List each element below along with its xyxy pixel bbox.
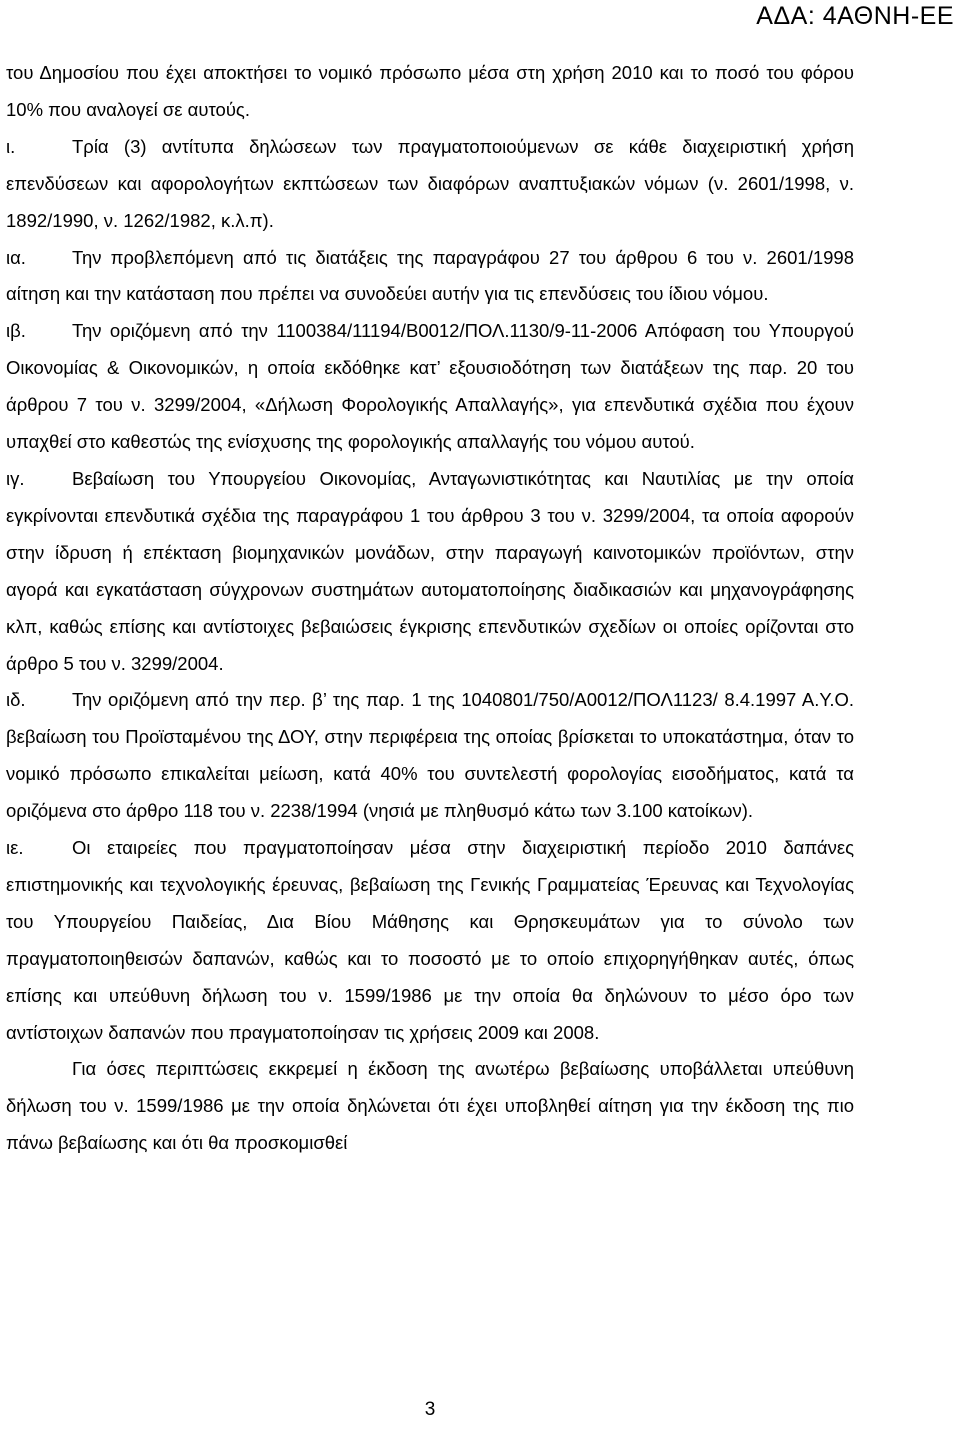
- list-item: [6, 461, 854, 682]
- item-text: Την οριζόμενη από την 1100384/11194/Β0012/ΠΟΛ.1130/9-11-2006 Απόφαση του Υπουργού Οικονομίας & Οικονομικών, η οποία εκδόθηκε κατ’ εξουσιοδότηση των διατάξεων της παρ. 20 του άρθρου 7 του ν. 3299/2004, «Δήλωση Φορολογικής Απαλλαγής», για επενδυτικά σχέδια που έχουν υπαχθεί στο καθεστώς της ενίσχυσης της φορολογικής απαλλαγής του νόμου αυτού.: [6, 320, 854, 453]
- list-item: [6, 240, 854, 314]
- item-number: ιδ.: [6, 689, 26, 711]
- item-text: Την οριζόμενη από την περ. β’ της παρ. 1 της 1040801/750/Α0012/ΠΟΛ1123/ 8.4.1997 Α.Υ.Ο. βεβαίωση του Προϊσταμένου της ΔΟΥ, στην περιφέρεια της οποίας βρίσκεται το υποκατάστημα, όταν το νομικό πρόσωπο επικαλείται μείωση, κατά 40% του συντελεστή φορολογίας εισοδήματος, κατά τα οριζόμενα στο άρθρο 118 του ν. 2238/1994 (νησιά με πληθυσμό κάτω των 3.100 κατοίκων).: [6, 689, 854, 822]
- item-text: Βεβαίωση του Υπουργείου Οικονομίας, Ανταγωνιστικότητας και Ναυτιλίας με την οποία εγκρίνονται επενδυτικά σχέδια της παραγράφου 1 του άρθρου 3 του ν. 3299/2004, τα οποία αφορούν στην ίδρυση ή επέκταση βιομηχανικών μονάδων, στην παραγωγή καινοτομικών προϊόντων, στην αγορά και εγκατάσταση σύγχρονων συστημάτων αυτοματοποίησης διαδικασιών και μηχανογράφησης κλπ, καθώς επίσης και αντίστοιχες βεβαιώσεις έγκρισης επενδυτικών σχεδίων οι οποίες ορίζονται στο άρθρο 5 του ν. 3299/2004.: [6, 467, 854, 674]
- item-number: ιβ.: [6, 320, 26, 342]
- list-item: [6, 129, 854, 240]
- list-item: [6, 830, 854, 1051]
- closing-paragraph: Για όσες περιπτώσεις εκκρεμεί η έκδοση της ανωτέρω βεβαίωσης υποβάλλεται υπεύθυνη δήλωση του ν. 1599/1986 με την οποία δηλώνεται ότι έχει υποβληθεί αίτηση για την έκδοση της πιο πάνω βεβαίωσης και ότι θα προσκομισθεί: [6, 1058, 854, 1154]
- list-item: [6, 682, 854, 830]
- item-number: ιε.: [6, 837, 24, 859]
- document-body: [6, 55, 854, 1162]
- page-number: 3: [424, 1399, 436, 1420]
- item-number: ι.: [6, 135, 16, 157]
- item-number: ια.: [6, 246, 26, 268]
- item-text: Οι εταιρείες που πραγματοποίησαν μέσα στην διαχειριστική περίοδο 2010 δαπάνες επιστημονικής και τεχνολογικής έρευνας, βεβαίωση της Γενικής Γραμματείας Έρευνας και Τεχνολογίας του Υπουργείου Παιδείας, Δια Βίου Μάθησης και Θρησκευμάτων για το σύνολο των πραγματοποιηθεισών δαπανών, καθώς και το ποσοστό με το οποίο επιχορηγήθηκαν αυτές, όπως επίσης και υπεύθυνη δήλωση του ν. 1599/1986 με την οποία θα δηλώνουν το μέσο όρο των αντίστοιχων δαπανών που πραγματοποίησαν τις χρήσεις 2009 και 2008.: [6, 837, 854, 1043]
- item-number: ιγ.: [6, 467, 25, 489]
- list-item: [6, 313, 854, 461]
- item-text: Τρία (3) αντίτυπα δηλώσεων των πραγματοποιούμενων σε κάθε διαχειριστική χρήση επενδύσεων και αφορολογήτων εκπτώσεων των διαφόρων αναπτυξιακών νόμων (ν. 2601/1998, ν. 1892/1990, ν. 1262/1982, κ.λ.π).: [6, 135, 854, 231]
- intro-paragraph: του Δημοσίου που έχει αποκτήσει το νομικό πρόσωπο μέσα στη χρήση 2010 και το ποσό του φόρου 10% που αναλογεί σε αυτούς.: [6, 62, 854, 120]
- item-text: Την προβλεπόμενη από τις διατάξεις της παραγράφου 27 του άρθρου 6 του ν. 2601/1998 αίτηση και την κατάσταση που πρέπει να συνοδεύει αυτήν για τις επενδύσεις του ίδιου νόμου.: [6, 246, 854, 305]
- ada-code: ΑΔΑ: 4ΑΘΝΗ-ΕΕ: [756, 2, 954, 30]
